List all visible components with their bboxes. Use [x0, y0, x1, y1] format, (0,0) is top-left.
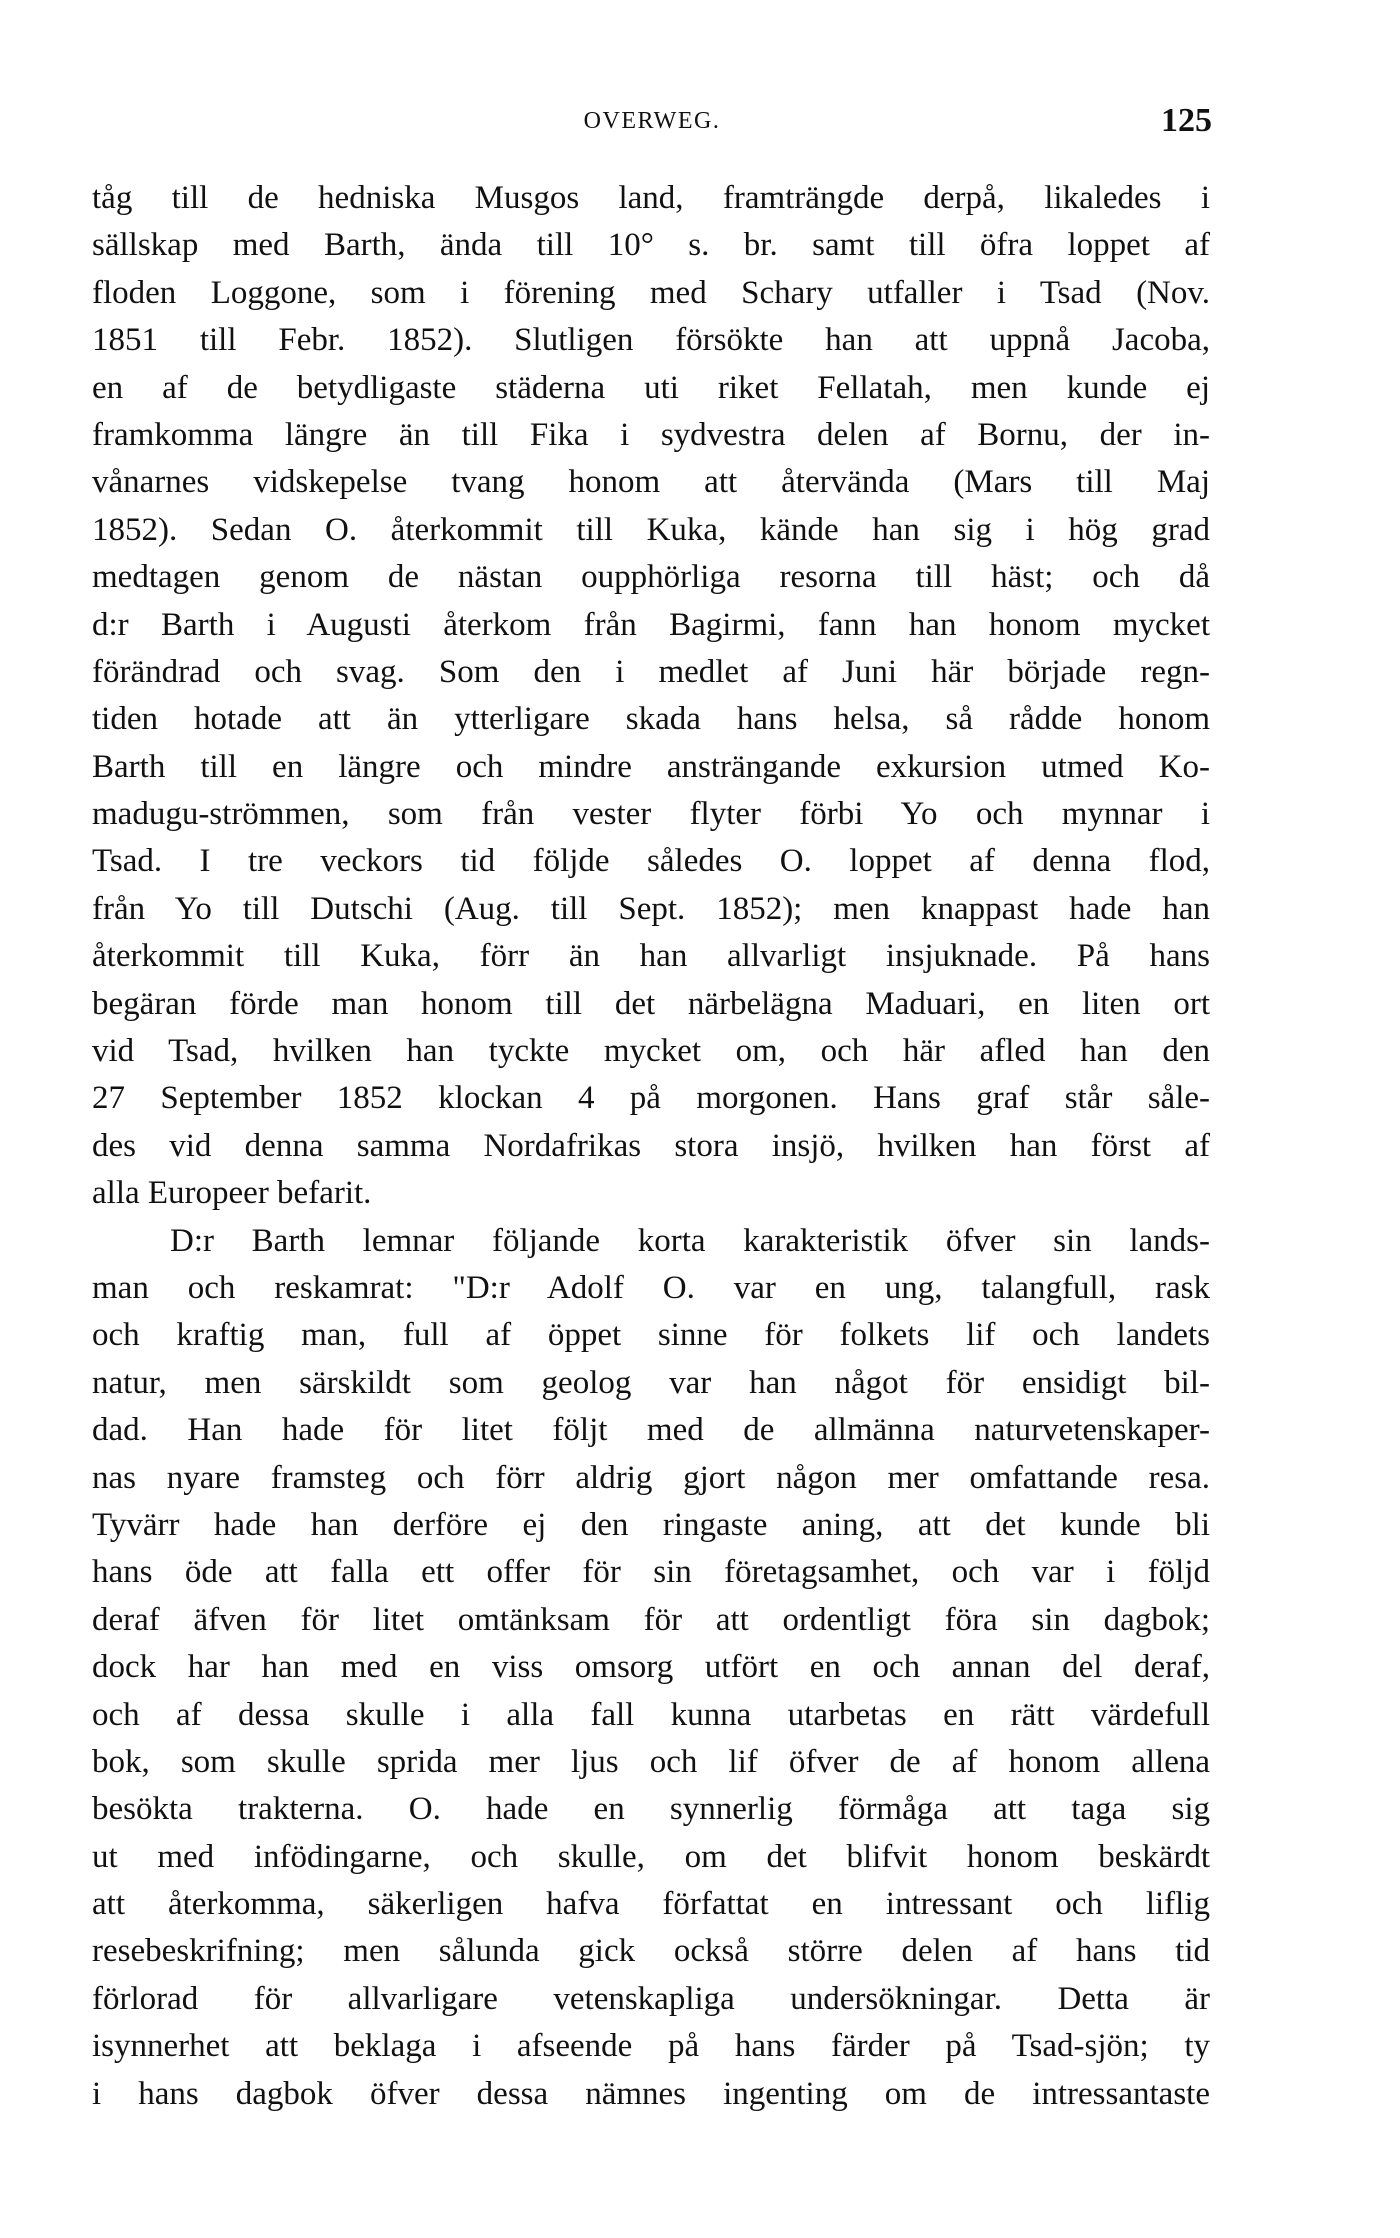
text-line: och kraftig man, full af öppet sinne för folkets lif och landets — [92, 1317, 1210, 1354]
text-line: resebeskrifning; men sålunda gick också större delen af hans tid — [92, 1933, 1210, 1970]
text-line: framkomma längre än till Fika i sydvestra delen af Bornu, der in- — [92, 416, 1210, 453]
text-line: i hans dagbok öfver dessa nämnes ingenting om de intressantaste — [92, 2075, 1210, 2112]
text-line: sällskap med Barth, ända till 10° s. br. samt till öfra loppet af — [92, 227, 1210, 264]
text-line: ut med infödingarne, och skulle, om det blifvit honom beskärdt — [92, 1838, 1210, 1875]
text-line: förändrad och svag. Som den i medlet af Juni här började regn- — [92, 653, 1210, 690]
text-line: 27 September 1852 klockan 4 på morgonen. Hans graf står såle- — [92, 1080, 1210, 1117]
text-line: tiden hotade att än ytterligare skada hans helsa, så rådde honom — [92, 701, 1210, 738]
text-line: en af de betydligaste städerna uti riket Fellatah, men kunde ej — [92, 369, 1210, 406]
text-line: Tyvärr hade han derföre ej den ringaste aning, att det kunde bli — [92, 1506, 1210, 1543]
text-line: madugu-strömmen, som från vester flyter förbi Yo och mynnar i — [92, 796, 1210, 833]
text-line: begäran förde man honom till det närbelägna Maduari, en liten ort — [92, 985, 1210, 1022]
text-line: från Yo till Dutschi (Aug. till Sept. 1852); men knappast hade han — [92, 890, 1210, 927]
text-line: Barth till en längre och mindre ansträngande exkursion utmed Ko- — [92, 748, 1210, 785]
text-line: 1851 till Febr. 1852). Slutligen försökte han att uppnå Jacoba, — [92, 322, 1210, 359]
text-line: dad. Han hade för litet följt med de allmänna naturvetenskaper- — [92, 1412, 1210, 1449]
body-text — [92, 175, 1210, 2118]
text-line: dock har han med en viss omsorg utfört en och annan del deraf, — [92, 1649, 1210, 1686]
text-line: medtagen genom de nästan oupphörliga resorna till häst; och då — [92, 559, 1210, 596]
text-line: deraf äfven för litet omtänksam för att ordentligt föra sin dagbok; — [92, 1601, 1210, 1638]
text-line: att återkomma, säkerligen hafva författat en intressant och liflig — [92, 1886, 1210, 1923]
running-head — [92, 102, 1212, 148]
text-line: d:r Barth i Augusti återkom från Bagirmi, fann han honom mycket — [92, 606, 1210, 643]
text-line: 1852). Sedan O. återkommit till Kuka, kände han sig i hög grad — [92, 511, 1210, 548]
text-line: vånarnes vidskepelse tvang honom att återvända (Mars till Maj — [92, 464, 1210, 501]
text-line: natur, men särskildt som geolog var han något för ensidigt bil- — [92, 1364, 1210, 1401]
text-line: des vid denna samma Nordafrikas stora insjö, hvilken han först af — [92, 1127, 1210, 1164]
text-line: förlorad för allvarligare vetenskapliga undersökningar. Detta är — [92, 1980, 1210, 2017]
text-line: Tsad. I tre veckors tid följde således O. loppet af denna flod, — [92, 843, 1210, 880]
text-line: man och reskamrat: "D:r Adolf O. var en ung, talangfull, rask — [92, 1269, 1210, 1306]
text-line: floden Loggone, som i förening med Schary utfaller i Tsad (Nov. — [92, 274, 1210, 311]
running-title: OVERWEG. — [583, 108, 721, 134]
text-line: hans öde att falla ett offer för sin företagsamhet, och var i följd — [92, 1554, 1210, 1591]
text-line: återkommit till Kuka, förr än han allvarligt insjuknade. På hans — [92, 938, 1210, 975]
text-line: isynnerhet att beklaga i afseende på hans färder på Tsad-sjön; ty — [92, 2028, 1210, 2065]
text-line-paragraph-start: D:r Barth lemnar följande korta karakteristik öfver sin lands- — [170, 1222, 1210, 1259]
text-line: nas nyare framsteg och förr aldrig gjort någon mer omfattande resa. — [92, 1459, 1210, 1496]
text-line: och af dessa skulle i alla fall kunna utarbetas en rätt värdefull — [92, 1696, 1210, 1733]
text-line: besökta trakterna. O. hade en synnerlig förmåga att taga sig — [92, 1791, 1210, 1828]
text-line: vid Tsad, hvilken han tyckte mycket om, och här afled han den — [92, 1033, 1210, 1070]
text-line: tåg till de hedniska Musgos land, framträngde derpå, likaledes i — [92, 180, 1210, 216]
page-number: 125 — [1161, 102, 1212, 139]
text-line: bok, som skulle sprida mer ljus och lif öfver de af honom allena — [92, 1743, 1210, 1780]
text-line-paragraph-end: alla Europeer befarit. — [92, 1175, 372, 1212]
